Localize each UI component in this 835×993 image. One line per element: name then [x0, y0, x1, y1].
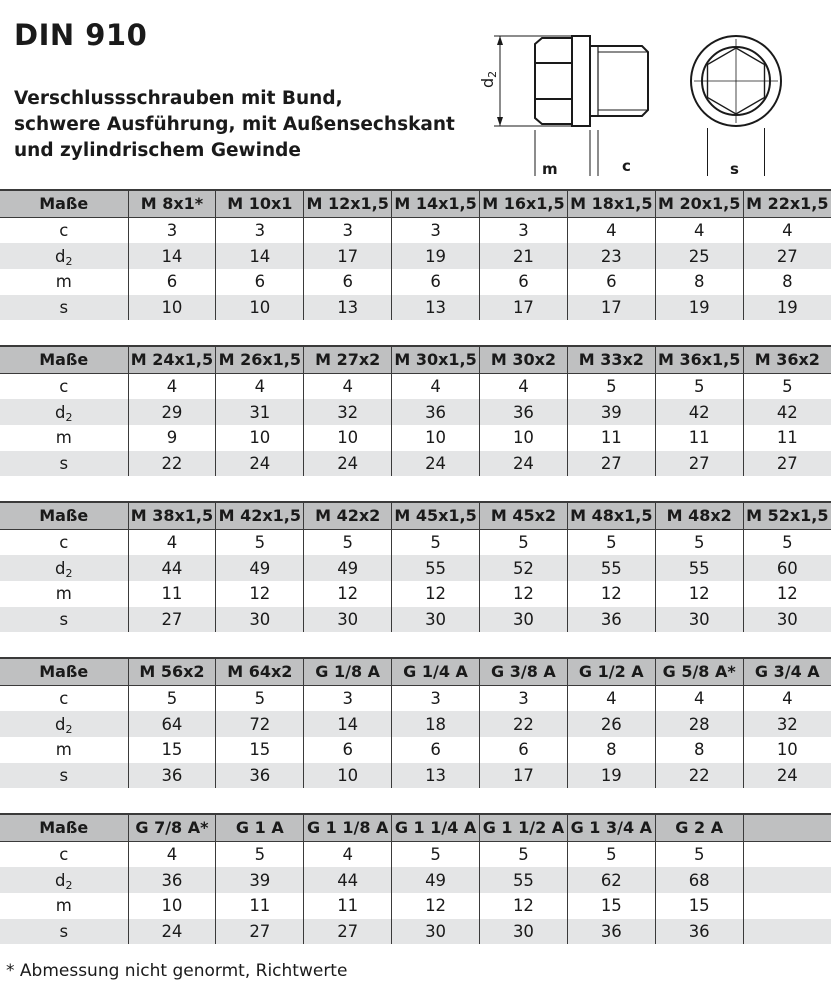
value-cell-s: 30 [743, 607, 831, 633]
value-cell-c: 5 [567, 373, 655, 399]
row-label-d2 [0, 555, 128, 581]
value-cell-s: 27 [304, 919, 392, 945]
value-cell-s: 19 [655, 295, 743, 321]
value-cell-d2: 49 [304, 555, 392, 581]
table-row-size [0, 814, 831, 841]
value-cell-d2: 28 [655, 711, 743, 737]
value-cell-d2: 55 [392, 555, 480, 581]
value-cell-s: 24 [304, 451, 392, 477]
size-header-cell: G 7/8 A* [128, 814, 216, 841]
size-header-cell: M 12x1,5 [304, 190, 392, 217]
size-header-cell: M 24x1,5 [128, 346, 216, 373]
value-cell-m: 6 [480, 737, 568, 763]
value-cell-c: 4 [655, 217, 743, 243]
value-cell-c: 4 [567, 685, 655, 711]
value-cell-s: 13 [304, 295, 392, 321]
value-cell-s: 30 [480, 919, 568, 945]
table-row-s [0, 295, 831, 321]
value-cell-s: 30 [392, 919, 480, 945]
value-cell-c: 5 [655, 373, 743, 399]
row-label-s: s [0, 295, 128, 321]
value-cell-d2: 44 [304, 867, 392, 893]
row-label-c: c [59, 533, 69, 553]
size-header-cell: M 45x1,5 [392, 502, 480, 529]
value-cell-d2: 42 [743, 399, 831, 425]
value-cell-m: 6 [304, 737, 392, 763]
value-cell-m: 6 [216, 269, 304, 295]
size-header-cell: M 26x1,5 [216, 346, 304, 373]
value-cell-d2: 27 [743, 243, 831, 269]
value-cell-m [743, 893, 831, 919]
value-cell-c: 5 [216, 685, 304, 711]
value-cell-m: 12 [216, 581, 304, 607]
dimension-table-1 [0, 189, 831, 320]
value-cell-c: 3 [480, 217, 568, 243]
value-cell-d2: 36 [392, 399, 480, 425]
table-row-s [0, 919, 831, 945]
size-header-cell: M 48x2 [655, 502, 743, 529]
table-row-c [0, 373, 831, 399]
row-label-d-main: d [55, 246, 66, 266]
value-cell-s: 10 [304, 763, 392, 789]
value-cell-c: 5 [743, 529, 831, 555]
side-view [494, 36, 648, 176]
label-s: s [730, 160, 739, 178]
value-cell-s: 19 [743, 295, 831, 321]
row-label-c: c [59, 689, 69, 709]
row-label-d-main: d [55, 714, 66, 734]
table-row-c [0, 841, 831, 867]
row-label-size: Maße [0, 190, 128, 217]
value-cell-d2: 17 [304, 243, 392, 269]
value-cell-m: 12 [480, 893, 568, 919]
row-label-d-main: d [55, 558, 66, 578]
size-header-cell [743, 814, 831, 841]
value-cell-d2: 55 [655, 555, 743, 581]
size-header-cell: M 38x1,5 [128, 502, 216, 529]
row-label-s: s [0, 451, 128, 477]
row-label-d-main: d [55, 402, 66, 422]
value-cell-m: 10 [392, 425, 480, 451]
value-cell-c: 4 [743, 685, 831, 711]
value-cell-s: 13 [392, 763, 480, 789]
row-label-d2 [0, 243, 128, 269]
table-row-size [0, 190, 831, 217]
value-cell-d2: 36 [128, 867, 216, 893]
value-cell-d2: 44 [128, 555, 216, 581]
value-cell-c: 3 [216, 217, 304, 243]
value-cell-m: 10 [304, 425, 392, 451]
table-row-d2 [0, 399, 831, 425]
size-header-cell: M 42x2 [304, 502, 392, 529]
value-cell-m: 10 [743, 737, 831, 763]
value-cell-m: 6 [480, 269, 568, 295]
value-cell-d2: 32 [304, 399, 392, 425]
row-label-d-sub: 2 [65, 878, 73, 892]
size-header-cell: M 52x1,5 [743, 502, 831, 529]
value-cell-c: 3 [304, 685, 392, 711]
value-cell-m: 6 [567, 269, 655, 295]
table-row-m [0, 425, 831, 451]
value-cell-d2: 14 [304, 711, 392, 737]
value-cell-c: 5 [216, 529, 304, 555]
value-cell-s: 36 [655, 919, 743, 945]
value-cell-d2: 39 [216, 867, 304, 893]
dimension-table-2 [0, 345, 831, 476]
size-header-cell: M 20x1,5 [655, 190, 743, 217]
label-d2: d2 [478, 70, 499, 88]
size-header-cell: M 33x2 [567, 346, 655, 373]
value-cell-m: 10 [480, 425, 568, 451]
value-cell-s: 24 [128, 919, 216, 945]
table-row-size [0, 658, 831, 685]
value-cell-d2: 25 [655, 243, 743, 269]
row-label-m: m [55, 272, 72, 292]
value-cell-m: 9 [128, 425, 216, 451]
value-cell-s: 13 [392, 295, 480, 321]
value-cell-c: 3 [392, 685, 480, 711]
value-cell-m: 8 [655, 269, 743, 295]
value-cell-m: 12 [655, 581, 743, 607]
value-cell-s: 27 [655, 451, 743, 477]
value-cell-d2: 52 [480, 555, 568, 581]
size-header-cell: G 1 1/2 A [480, 814, 568, 841]
subtitle [14, 86, 484, 164]
table-row-c [0, 529, 831, 555]
size-header-cell: G 3/4 A [743, 658, 831, 685]
value-cell-d2 [743, 867, 831, 893]
table-row-d2 [0, 867, 831, 893]
size-header-cell: M 56x2 [128, 658, 216, 685]
size-header-cell: M 48x1,5 [567, 502, 655, 529]
row-label-c: c [59, 845, 69, 865]
size-header-cell: G 1 3/4 A [567, 814, 655, 841]
value-cell-c: 4 [128, 529, 216, 555]
value-cell-d2: 62 [567, 867, 655, 893]
size-header-cell: M 8x1* [128, 190, 216, 217]
value-cell-c: 5 [480, 529, 568, 555]
front-view [691, 36, 781, 176]
value-cell-c: 4 [304, 373, 392, 399]
row-label-d-sub: 2 [65, 410, 73, 424]
table-row-d2 [0, 243, 831, 269]
value-cell-s: 30 [216, 607, 304, 633]
value-cell-d2: 55 [567, 555, 655, 581]
value-cell-c: 5 [480, 841, 568, 867]
row-label-d2 [0, 711, 128, 737]
value-cell-m: 12 [743, 581, 831, 607]
value-cell-m: 8 [655, 737, 743, 763]
value-cell-c: 3 [128, 217, 216, 243]
dimension-table-3 [0, 501, 831, 632]
value-cell-d2: 26 [567, 711, 655, 737]
value-cell-m: 12 [567, 581, 655, 607]
value-cell-c: 5 [216, 841, 304, 867]
value-cell-m: 12 [392, 893, 480, 919]
subtitle-line-3: und zylindrischem Gewinde [14, 140, 301, 161]
value-cell-c: 5 [655, 529, 743, 555]
value-cell-m: 12 [304, 581, 392, 607]
value-cell-d2: 14 [216, 243, 304, 269]
value-cell-c: 4 [128, 373, 216, 399]
value-cell-c: 3 [392, 217, 480, 243]
value-cell-d2: 68 [655, 867, 743, 893]
value-cell-m: 6 [128, 269, 216, 295]
size-header-cell: G 3/8 A [480, 658, 568, 685]
value-cell-m: 15 [128, 737, 216, 763]
subtitle-line-2: schwere Ausführung, mit Außensechskant [14, 114, 455, 135]
value-cell-c: 4 [655, 685, 743, 711]
row-label-size: Maße [0, 346, 128, 373]
size-header-cell: G 1 1/4 A [392, 814, 480, 841]
value-cell-d2: 31 [216, 399, 304, 425]
value-cell-m: 15 [655, 893, 743, 919]
value-cell-m: 11 [567, 425, 655, 451]
value-cell-s: 17 [480, 295, 568, 321]
value-cell-d2: 23 [567, 243, 655, 269]
value-cell-c: 5 [392, 841, 480, 867]
value-cell-s: 22 [128, 451, 216, 477]
value-cell-d2: 49 [216, 555, 304, 581]
row-label-size: Maße [0, 658, 128, 685]
value-cell-m: 10 [216, 425, 304, 451]
size-header-cell: G 1/2 A [567, 658, 655, 685]
value-cell-m: 12 [480, 581, 568, 607]
value-cell-c [743, 841, 831, 867]
value-cell-d2: 22 [480, 711, 568, 737]
subtitle-line-1: Verschlussschrauben mit Bund, [14, 88, 343, 109]
size-header-cell: M 36x2 [743, 346, 831, 373]
value-cell-c: 3 [480, 685, 568, 711]
row-label-m: m [55, 896, 72, 916]
technical-drawing [480, 18, 810, 178]
size-header-cell: G 1/4 A [392, 658, 480, 685]
value-cell-d2: 49 [392, 867, 480, 893]
value-cell-s: 36 [128, 763, 216, 789]
value-cell-s: 17 [567, 295, 655, 321]
value-cell-s: 36 [567, 919, 655, 945]
value-cell-d2: 14 [128, 243, 216, 269]
size-header-cell: M 10x1 [216, 190, 304, 217]
page-title: DIN 910 [14, 18, 148, 52]
size-header-cell: M 30x1,5 [392, 346, 480, 373]
value-cell-s: 19 [567, 763, 655, 789]
size-header-cell: G 1/8 A [304, 658, 392, 685]
row-label-c: c [59, 377, 69, 397]
value-cell-d2: 60 [743, 555, 831, 581]
label-m: m [542, 160, 558, 178]
value-cell-s: 24 [216, 451, 304, 477]
size-header-cell: G 2 A [655, 814, 743, 841]
value-cell-m: 8 [567, 737, 655, 763]
value-cell-d2: 29 [128, 399, 216, 425]
value-cell-c: 5 [567, 529, 655, 555]
row-label-d-sub: 2 [65, 566, 73, 580]
value-cell-s: 30 [392, 607, 480, 633]
label-c: c [622, 157, 631, 175]
value-cell-s: 22 [655, 763, 743, 789]
value-cell-d2: 64 [128, 711, 216, 737]
value-cell-s: 10 [216, 295, 304, 321]
row-label-s: s [0, 763, 128, 789]
value-cell-d2: 39 [567, 399, 655, 425]
size-header-cell: M 30x2 [480, 346, 568, 373]
size-header-cell: M 45x2 [480, 502, 568, 529]
table-row-size [0, 346, 831, 373]
table-row-m [0, 737, 831, 763]
size-header-cell: M 14x1,5 [392, 190, 480, 217]
size-header-cell: G 1 1/8 A [304, 814, 392, 841]
value-cell-m: 12 [392, 581, 480, 607]
value-cell-m: 6 [392, 737, 480, 763]
value-cell-s: 36 [567, 607, 655, 633]
value-cell-c: 5 [743, 373, 831, 399]
value-cell-m: 11 [655, 425, 743, 451]
value-cell-m: 15 [567, 893, 655, 919]
value-cell-m: 11 [743, 425, 831, 451]
value-cell-c: 5 [567, 841, 655, 867]
table-row-c [0, 685, 831, 711]
value-cell-s: 24 [392, 451, 480, 477]
table-row-d2 [0, 711, 831, 737]
size-header-cell: M 27x2 [304, 346, 392, 373]
value-cell-s: 27 [216, 919, 304, 945]
value-cell-s: 24 [480, 451, 568, 477]
row-label-s: s [0, 607, 128, 633]
value-cell-m: 15 [216, 737, 304, 763]
value-cell-s [743, 919, 831, 945]
value-cell-m: 6 [304, 269, 392, 295]
size-header-cell: M 64x2 [216, 658, 304, 685]
row-label-size: Maße [0, 814, 128, 841]
row-label-s: s [0, 919, 128, 945]
value-cell-s: 24 [743, 763, 831, 789]
value-cell-d2: 19 [392, 243, 480, 269]
size-header-cell: G 1 A [216, 814, 304, 841]
value-cell-s: 30 [304, 607, 392, 633]
value-cell-c: 4 [567, 217, 655, 243]
row-label-d-main: d [55, 870, 66, 890]
size-header-cell: M 16x1,5 [480, 190, 568, 217]
table-row-s [0, 451, 831, 477]
row-label-size: Maße [0, 502, 128, 529]
value-cell-d2: 32 [743, 711, 831, 737]
value-cell-s: 30 [480, 607, 568, 633]
row-label-m: m [55, 584, 72, 604]
value-cell-s: 27 [128, 607, 216, 633]
value-cell-m: 8 [743, 269, 831, 295]
value-cell-s: 10 [128, 295, 216, 321]
table-row-m [0, 581, 831, 607]
value-cell-c: 5 [392, 529, 480, 555]
value-cell-m: 6 [392, 269, 480, 295]
table-row-s [0, 763, 831, 789]
value-cell-d2: 18 [392, 711, 480, 737]
size-header-cell: G 5/8 A* [655, 658, 743, 685]
value-cell-d2: 42 [655, 399, 743, 425]
table-row-s [0, 607, 831, 633]
value-cell-c: 4 [216, 373, 304, 399]
value-cell-c: 4 [743, 217, 831, 243]
dimension-table-4 [0, 657, 831, 788]
size-header-cell: M 42x1,5 [216, 502, 304, 529]
value-cell-m: 10 [128, 893, 216, 919]
value-cell-c: 5 [304, 529, 392, 555]
table-row-d2 [0, 555, 831, 581]
dimension-table-5 [0, 813, 831, 944]
table-row-m [0, 893, 831, 919]
size-header-cell: M 36x1,5 [655, 346, 743, 373]
size-header-cell: M 18x1,5 [567, 190, 655, 217]
value-cell-m: 11 [128, 581, 216, 607]
row-label-c: c [59, 221, 69, 241]
table-row-m [0, 269, 831, 295]
table-row-size [0, 502, 831, 529]
value-cell-s: 27 [743, 451, 831, 477]
value-cell-c: 4 [392, 373, 480, 399]
footnote: * Abmessung nicht genormt, Richtwerte [6, 961, 348, 981]
value-cell-m: 11 [304, 893, 392, 919]
value-cell-c: 4 [128, 841, 216, 867]
value-cell-c: 5 [655, 841, 743, 867]
row-label-d2 [0, 399, 128, 425]
value-cell-d2: 36 [480, 399, 568, 425]
value-cell-s: 27 [567, 451, 655, 477]
row-label-d2 [0, 867, 128, 893]
row-label-m: m [55, 428, 72, 448]
value-cell-c: 3 [304, 217, 392, 243]
value-cell-d2: 21 [480, 243, 568, 269]
value-cell-d2: 55 [480, 867, 568, 893]
value-cell-c: 5 [128, 685, 216, 711]
table-row-c [0, 217, 831, 243]
value-cell-s: 17 [480, 763, 568, 789]
value-cell-s: 36 [216, 763, 304, 789]
value-cell-d2: 72 [216, 711, 304, 737]
value-cell-s: 30 [655, 607, 743, 633]
row-label-d-sub: 2 [65, 722, 73, 736]
row-label-d-sub: 2 [65, 254, 73, 268]
size-header-cell: M 22x1,5 [743, 190, 831, 217]
value-cell-c: 4 [304, 841, 392, 867]
row-label-m: m [55, 740, 72, 760]
value-cell-c: 4 [480, 373, 568, 399]
value-cell-m: 11 [216, 893, 304, 919]
